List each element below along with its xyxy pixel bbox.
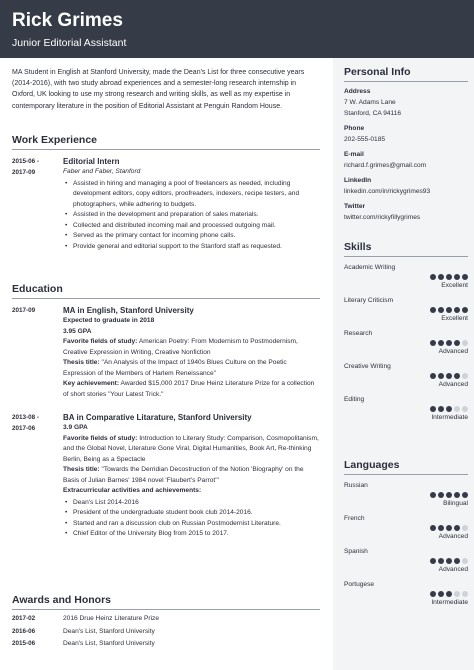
rating-dot-empty [462,373,468,379]
rating-dot-filled [430,492,436,498]
education-section [12,283,320,540]
rating-dot-filled [438,558,444,564]
rating-dot-filled [446,373,452,379]
thesis-label: Thesis title: [63,466,100,473]
rated-item-name: Russian [344,482,368,489]
rating-dots [344,373,468,379]
rated-item-name: Spanish [344,548,368,555]
summary-section [12,67,320,112]
rating-dot-filled [438,307,444,313]
rating-dot-empty [454,406,460,412]
fields-text: American Poetry: From Modernism to Postmodernism, Creative Expression in Writing, Creative Nonfiction [63,338,298,356]
rating-dot-filled [430,307,436,313]
work-role: Editorial Intern [63,157,120,166]
resume-header [0,0,474,58]
rated-item-name: Research [344,330,373,337]
education-gpa: 3.95 GPA [63,327,92,335]
rating-dot-filled [446,406,452,412]
education-degree: MA in English, Stanford University [63,306,194,315]
date-start: 2015-06 - [12,158,39,165]
award-date: 2015-06 [12,640,36,647]
sidebar [333,58,474,670]
summary-text: MA Student in English at Stanford University, made the Dean's List for three consecutive years (2014-2016), with two study abroad experiences and a semester-long research internship in Oxford, UK looking to use my strong research and writing skills, as well as my expertise in contemporary literature in the position of Editorial Assistant at Penguin Random House. [12,69,305,110]
email-label: E-mail [344,151,364,158]
education-fields [63,337,320,358]
skills-list [344,263,468,422]
rating-dot-filled [430,406,436,412]
award-row [12,639,320,650]
rating-dots [344,340,468,346]
date-end: 2017-09 [12,169,36,176]
section-divider [12,149,320,150]
rating-dot-filled [438,373,444,379]
rating-dot-empty [462,406,468,412]
rating-dot-filled [438,340,444,346]
section-divider [344,474,468,475]
fields-text: Introduction to Literary Study: Comparison, Cosmopolitanism, and the Global Novel, Literature Gone Viral, Digital Humanities, Book Art, Re-thinking Berlin, Being as a Spectacle [63,434,319,463]
list-item: • President of the undergraduate student book club 2014-2016. [63,508,320,519]
rating-dot-filled [438,406,444,412]
linkedin-label: LinkedIn [344,177,372,184]
rated-item-name: Creative Writing [344,363,391,370]
award-row [12,627,320,638]
section-title-languages: Languages [344,459,400,471]
thesis-text: "An Analysis of the Impact of 1940s Blues Culture on the Poetic Expression of the Members of Harlem Reneissance" [63,359,287,377]
education-gpa: 3.9 GPA [63,424,88,431]
award-date: 2016-06 [12,627,36,635]
education-dates [12,412,63,540]
awards-section [12,594,320,650]
work-dates [12,156,63,252]
education-bullets [63,498,320,540]
rating-dots [344,406,468,412]
list-item: • Started and ran a discussion club on Russian Postmodernist Literature. [63,519,320,530]
education-expected: Expected to graduate in 2018 [63,317,155,324]
rating-dot-filled [454,558,460,564]
rating-dot-empty [462,591,468,597]
rating-dots [344,274,468,280]
language-item [344,580,468,607]
education-extra-label: Extracurricular activities and achievements: [63,487,202,494]
rating-dot-filled [430,558,436,564]
skill-item [344,296,468,323]
rating-dots [344,525,468,531]
education-dates [12,305,63,400]
email-value: richard.f.grimes@gmail.com [344,162,427,169]
rating-dot-filled [430,274,436,280]
section-title-personal: Personal Info [344,66,411,78]
rating-dots [344,558,468,564]
address-line-1: 7 W. Adams Lane [344,99,396,106]
thesis-label: Thesis title: [63,359,100,366]
skill-item [344,395,468,422]
rating-dot-filled [446,591,452,597]
language-item [344,481,468,508]
work-experience-section [12,134,320,252]
rating-dot-filled [430,525,436,531]
rating-dots [344,492,468,498]
skill-item [344,362,468,389]
rating-dot-filled [446,307,452,313]
education-key-achievement [63,379,320,400]
rated-item-level: Advanced [438,381,468,388]
rated-item-level: Advanced [438,533,468,540]
thesis-text: "Towards the Derridian Decostruction of the Notion 'Biography' on the Basis of Julian Barnes' 1984 novel 'Flaubert's Parrot'" [63,466,304,484]
twitter-label: Twitter [344,203,366,210]
education-thesis [63,358,320,379]
personal-info-section [344,66,468,223]
award-date: 2017-02 [12,615,36,622]
section-divider [344,81,468,82]
rated-item-level: Advanced [438,348,468,355]
rating-dot-filled [454,525,460,531]
rating-dot-filled [438,492,444,498]
education-degree: BA in Comparative Litarature, Stanford University [63,413,252,422]
rated-item-level: Advanced [438,566,468,573]
rating-dot-filled [446,492,452,498]
rating-dot-filled [438,274,444,280]
list-item: • Dean's List 2014-2016 [63,498,320,509]
rating-dot-filled [446,525,452,531]
skills-section [344,241,468,422]
rating-dot-filled [462,307,468,313]
rating-dot-empty [462,340,468,346]
key-text: Awarded $15,000 2017 Drue Heinz Literature Prize for a collection of short stories "Your Latest Trick." [63,380,315,398]
rated-item-name: Academic Writing [344,264,396,271]
rating-dot-filled [438,525,444,531]
award-text: 2016 Drue Heinz Literature Prize [63,615,160,622]
languages-list [344,481,468,607]
rated-item-level: Excellent [441,282,468,289]
language-item [344,547,468,574]
rating-dot-filled [454,307,460,313]
list-item: • Chief Editor of the University Blog from 2015 to 2017. [63,529,320,540]
skill-item [344,263,468,290]
award-text: Dean's List, Stanford University [63,640,155,647]
language-item [344,514,468,541]
rating-dot-empty [462,558,468,564]
work-entry [12,156,320,252]
rated-item-level: Bilingual [443,500,468,507]
section-divider [344,256,468,257]
list-item: • Assisted in the development and preparation of sales materials. [63,210,320,221]
rated-item-level: Excellent [441,315,468,322]
rated-item-level: Intermediate [431,414,468,421]
address-line-2: Stanford, CA 94116 [344,110,402,117]
languages-section [344,459,468,607]
section-title-awards: Awards and Honors [12,594,111,606]
date-start: 2017-09 [12,307,36,314]
rated-item-name: French [344,515,365,522]
rating-dot-filled [430,340,436,346]
list-item: • Assisted in hiring and managing a pool of freelancers as needed, including development editors, copy editors, proofreaders, indexers, recipe testers, and photographers, while adhering to budgets. [63,179,320,211]
address-label: Address [344,88,371,95]
date-end: 2017-06 [12,425,36,432]
fields-label: Favorite fields of study: [63,434,138,442]
date-start: 2013-08 - [12,414,39,421]
rating-dot-filled [446,274,452,280]
work-company: Faber and Faber, Stanford [63,168,141,175]
rating-dot-filled [438,591,444,597]
list-item: • Served as the primary contact for incoming phone calls. [63,231,320,242]
education-entry [12,305,320,400]
rating-dots [344,591,468,597]
education-fields [63,434,320,466]
section-divider [12,298,320,299]
rating-dot-filled [454,274,460,280]
section-title-education: Education [12,283,63,295]
award-text: Dean's List, Stanford University [63,627,155,635]
linkedin-value: linkedin.com/in/rickygrimes93 [344,188,431,195]
section-divider [12,609,320,610]
rating-dot-filled [430,373,436,379]
rating-dot-filled [446,340,452,346]
rating-dot-filled [454,492,460,498]
rating-dot-filled [454,340,460,346]
phone-label: Phone [344,125,365,132]
rating-dots [344,307,468,313]
rated-item-name: Editing [344,396,365,403]
rated-item-name: Literary Criticism [344,297,394,304]
candidate-name: Rick Grimes [12,10,123,31]
candidate-title: Junior Editorial Assistant [12,37,127,49]
fields-label: Favorite fields of study: [63,338,138,345]
skill-item [344,329,468,356]
rated-item-name: Portugese [344,581,375,588]
rating-dot-empty [462,525,468,531]
key-label: Key achievement: [63,380,120,387]
list-item: • Collected and distributed incoming mail and processed outgoing mail. [63,221,320,232]
rating-dot-filled [454,373,460,379]
rating-dot-filled [446,558,452,564]
education-thesis [63,465,320,486]
work-bullets [63,179,320,253]
rating-dot-empty [454,591,460,597]
rating-dot-filled [462,274,468,280]
education-entry [12,412,320,540]
rated-item-level: Intermediate [431,599,468,606]
twitter-value: twitter.com/rickyfillygrimes [344,214,421,221]
phone-value: 202-555-0185 [344,136,386,143]
rating-dot-filled [430,591,436,597]
section-title-work: Work Experience [12,134,98,146]
section-title-skills: Skills [344,241,372,253]
list-item: • Provide general and editorial support to the Stanford staff as requested. [63,242,320,253]
award-row [12,614,320,625]
rating-dot-filled [462,492,468,498]
